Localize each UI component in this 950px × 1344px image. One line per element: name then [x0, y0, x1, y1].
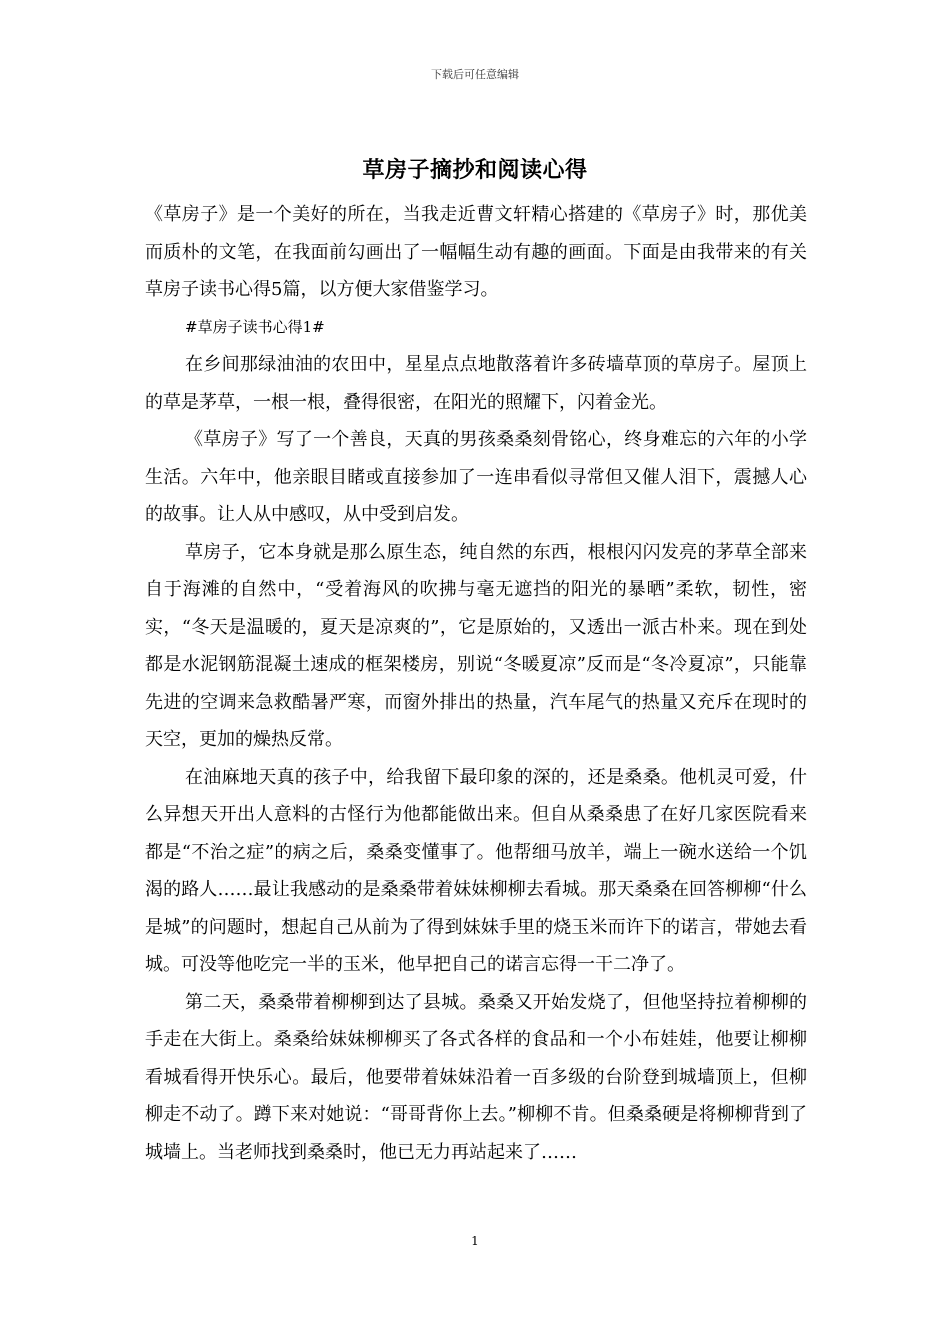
- paragraph-intro: 《草房子》是一个美好的所在，当我走近曹文轩精心搭建的《草房子》时，那优美而质朴的文笔，在我面前勾画出了一幅幅生动有趣的画面。下面是由我带来的有关草房子读书心得5篇，以方便大家借鉴学习。: [145, 204, 807, 300]
- document-title: 草房子摘抄和阅读心得: [362, 158, 588, 183]
- page-number: 1: [471, 1234, 479, 1248]
- paragraph: 草房子，它本身就是那么原生态，纯自然的东西，根根闪闪发亮的茅草全部来自于海滩的自然中，“受着海风的吹拂与毫无遮挡的阳光的暴晒”柔软，韧性，密实，“冬天是温暖的，夏天是凉爽的”，它是原始的，又透出一派古朴来。现在到处都是水泥钢筋混凝土速成的框架楼房，别说“冬暖夏凉”反而是“冬冷夏凉”，只能靠先进的空调来急救酷暑严寒，而窗外排出的热量，汽车尾气的热量又充斥在现时的天空，更加的燥热反常。: [145, 541, 807, 750]
- section-heading: #草房子读书心得1#: [185, 317, 325, 336]
- paragraph: 在油麻地天真的孩子中，给我留下最印象的深的，还是桑桑。他机灵可爱，什么异想天开出人意料的古怪行为他都能做出来。但自从桑桑患了在好几家医院看来都是“不治之症”的病之后，桑桑变懂事了。他帮细马放羊，端上一碗水送给一个饥渴的路人……最让我感动的是桑桑带着妹妹柳柳去看城。那天桑桑在回答柳柳“什么是城”的问题时，想起自己从前为了得到妹妹手里的烧玉米而许下的诺言，带她去看城。可没等他吃完一半的玉米，他早把自己的诺言忘得一干二净了。: [145, 766, 807, 975]
- header-note: 下载后可任意编辑: [431, 68, 519, 81]
- document-body: [145, 196, 807, 1171]
- paragraph: 在乡间那绿油油的农田中，星星点点地散落着许多砖墙草顶的草房子。屋顶上的草是茅草，一根一根，叠得很密，在阳光的照耀下，闪着金光。: [145, 354, 807, 413]
- paragraph: 《草房子》写了一个善良，天真的男孩桑桑刻骨铭心，终身难忘的六年的小学生活。六年中，他亲眼目睹或直接参加了一连串看似寻常但又催人泪下，震撼人心的故事。让人从中感叹，从中受到启发。: [145, 429, 807, 525]
- paragraph: 第二天，桑桑带着柳柳到达了县城。桑桑又开始发烧了，但他坚持拉着柳柳的手走在大街上。桑桑给妹妹柳柳买了各式各样的食品和一个小布娃娃，他要让柳柳看城看得开快乐心。最后，他要带着妹妹沿着一百多级的台阶登到城墙顶上，但柳柳走不动了。蹲下来对她说：“哥哥背你上去。”柳柳不肯。但桑桑硬是将柳柳背到了城墙上。当老师找到桑桑时，他已无力再站起来了……: [145, 991, 807, 1163]
